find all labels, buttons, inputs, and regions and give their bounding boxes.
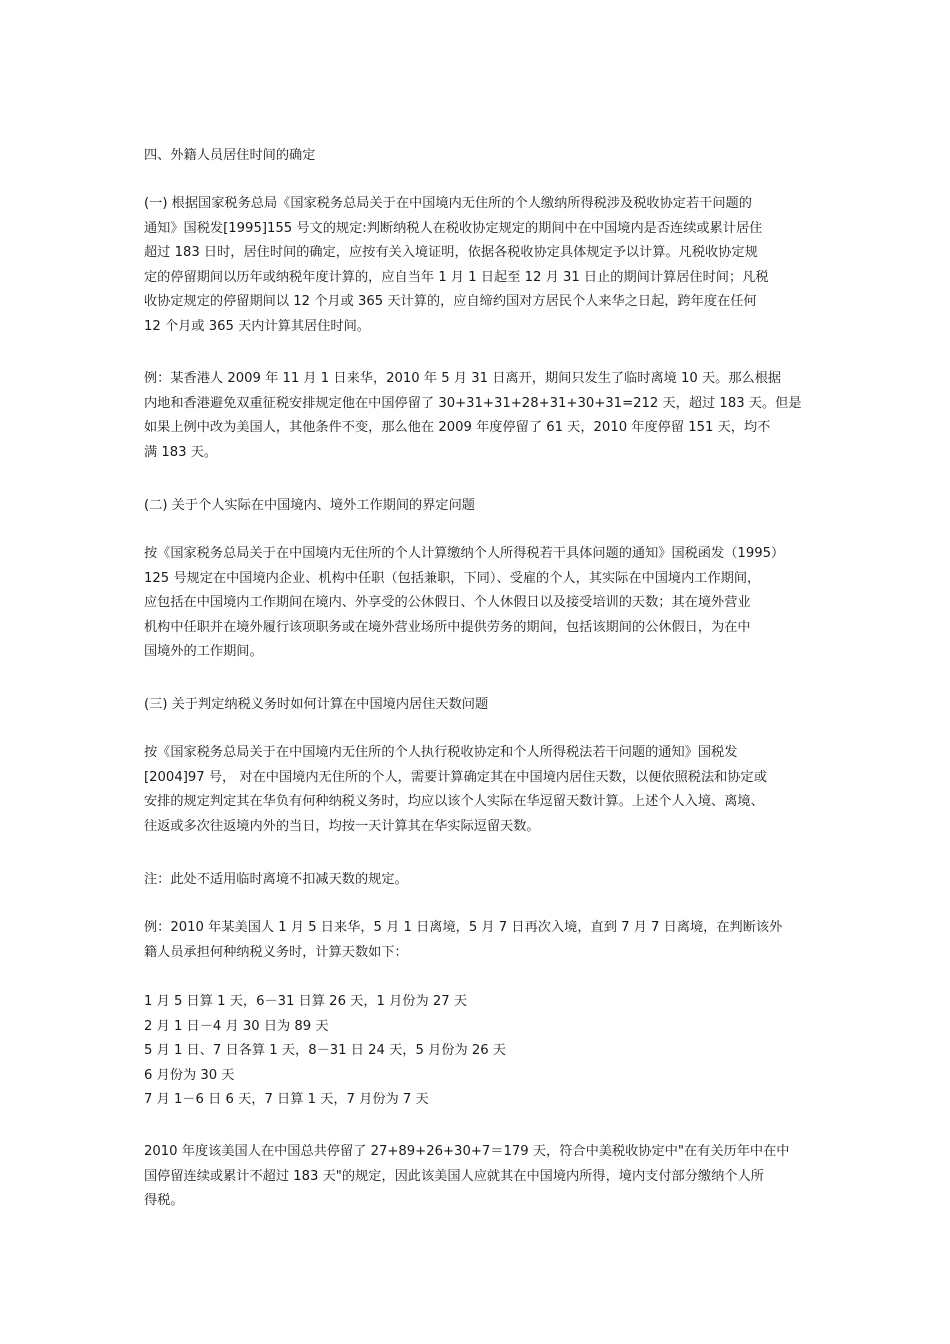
calc-line: 2 月 1 日－4 月 30 日为 89 天 xyxy=(144,1018,329,1034)
paragraph-line: [2004]97 号， 对在中国境内无住所的个人，需要计算确定其在中国境内居住天数，以便依照税法和协定或 xyxy=(144,769,767,785)
paragraph-line: 超过 183 日时，居住时间的确定，应按有关入境证明，依据各税收协定具体规定予以计算。凡税收协定规 xyxy=(144,245,758,261)
paragraph-line: (一) 根据国家税务总局《国家税务总局关于在中国境内无住所的个人缴纳所得税涉及税收协定若干问题的 xyxy=(144,196,752,211)
paragraph-line: 得税。 xyxy=(144,1193,184,1209)
day-calculation-list xyxy=(144,990,824,1113)
paragraph-1 xyxy=(144,192,824,340)
paragraph-line: 12 个月或 365 天内计算其居住时间。 xyxy=(144,318,370,334)
calc-line: 7 月 1－6 日 6 天，7 日算 1 天，7 月份为 7 天 xyxy=(144,1092,429,1108)
paragraph-line: 国停留连续或累计不超过 183 天"的规定，因此该美国人应就其在中国境内所得，境内支付部分缴纳个人所 xyxy=(144,1168,764,1184)
paragraph-line: 125 号规定在中国境内企业、机构中任职（包括兼职，下同）、受雇的个人，其实际在中国境内工作期间， xyxy=(144,570,761,586)
paragraph-line: 籍人员承担何种纳税义务时，计算天数如下： xyxy=(144,944,408,960)
paragraph-line: 通知》国税发[1995]155 号文的规定:判断纳税人在税收协定规定的期间中在中国境内是否连续或累计居住 xyxy=(144,220,763,236)
paragraph-line: 国境外的工作期间。 xyxy=(144,644,263,660)
paragraph-line: 满 183 天。 xyxy=(144,444,218,460)
paragraph-line: 内地和香港避免双重征税安排规定他在中国停留了 30+31+31+28+31+30+31=212 天，超过 183 天。但是 xyxy=(144,395,802,411)
paragraph-3 xyxy=(144,542,824,665)
paragraph-line: 安排的规定判定其在华负有何种纳税义务时，均应以该个人实际在华逗留天数计算。上述个人入境、离境、 xyxy=(144,794,764,810)
paragraph-line: 2010 年度该美国人在中国总共停留了 27+89+26+30+7＝179 天，符合中美税收协定中"在有关历年中在中 xyxy=(144,1144,790,1159)
paragraph-line: 定的停留期间以历年或纳税年度计算的，应自当年 1 月 1 日起至 12 月 31 日止的期间计算居住时间；凡税 xyxy=(144,269,769,285)
paragraph-line: 例：2010 年某美国人 1 月 5 日来华，5 月 1 日离境，5 月 7 日再次入境，直到 7 月 7 日离境，在判断该外 xyxy=(144,920,783,935)
paragraph-line: 例：某香港人 2009 年 11 月 1 日来华，2010 年 5 月 31 日离开，期间只发生了临时离境 10 天。那么根据 xyxy=(144,371,782,386)
paragraph-line: 按《国家税务总局关于在中国境内无住所的个人计算缴纳个人所得税若干具体问题的通知》国税函发（1995） xyxy=(144,546,785,561)
paragraph-line: 机构中任职并在境外履行该项职务或在境外营业场所中提供劳务的期间，包括该期间的公休假日，为在中 xyxy=(144,619,751,635)
subheading-3 xyxy=(144,693,824,718)
section-heading xyxy=(144,144,824,169)
paragraph-line: 往返或多次往返境内外的当日，均按一天计算其在华实际逗留天数。 xyxy=(144,818,540,834)
paragraph-line: 应包括在中国境内工作期间在境内、外享受的公休假日、个人休假日以及接受培训的天数；其在境外营业 xyxy=(144,595,751,611)
paragraph-2 xyxy=(144,367,824,465)
paragraph-5 xyxy=(144,916,824,965)
calc-line: 5 月 1 日、7 日各算 1 天，8－31 日 24 天，5 月份为 26 天 xyxy=(144,1043,506,1059)
paragraph-line: 收协定规定的停留期间以 12 个月或 365 天计算的，应自缔约国对方居民个人来华之日起，跨年度在任何 xyxy=(144,294,757,310)
heading-text: 四、外籍人员居住时间的确定 xyxy=(144,148,316,163)
note xyxy=(144,868,824,893)
subheading-text: (三) 关于判定纳税义务时如何计算在中国境内居住天数问题 xyxy=(144,697,489,712)
subheading-2 xyxy=(144,494,824,519)
paragraph-4 xyxy=(144,741,824,839)
note-text: 注：此处不适用临时离境不扣减天数的规定。 xyxy=(144,872,408,887)
subheading-text: (二) 关于个人实际在中国境内、境外工作期间的界定问题 xyxy=(144,498,475,513)
paragraph-line: 如果上例中改为美国人，其他条件不变，那么他在 2009 年度停留了 61 天，2010 年度停留 151 天，均不 xyxy=(144,420,771,436)
paragraph-line: 按《国家税务总局关于在中国境内无住所的个人执行税收协定和个人所得税法若干问题的通知》国税发 xyxy=(144,745,738,760)
paragraph-6 xyxy=(144,1140,824,1214)
calc-line: 1 月 5 日算 1 天，6－31 日算 26 天，1 月份为 27 天 xyxy=(144,994,468,1009)
calc-line: 6 月份为 30 天 xyxy=(144,1067,235,1083)
